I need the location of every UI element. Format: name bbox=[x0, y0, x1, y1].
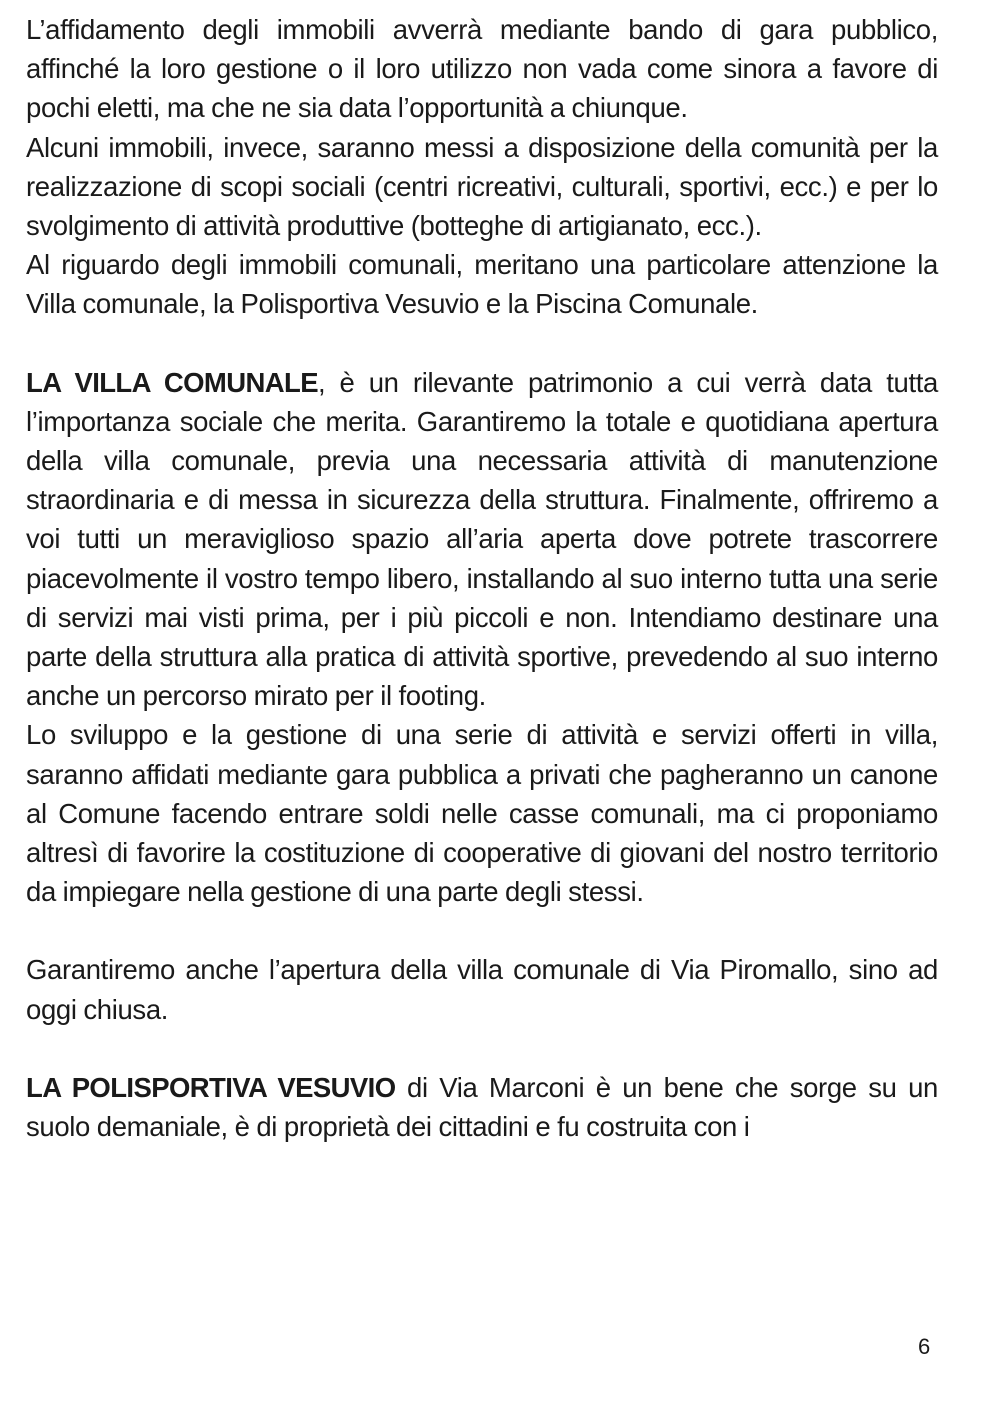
paragraph-polisportiva-vesuvio bbox=[26, 1068, 938, 1146]
document-page bbox=[26, 10, 938, 1146]
paragraph-sviluppo-gestione bbox=[26, 715, 938, 911]
paragraph-villa-comunale bbox=[26, 363, 938, 716]
paragraph-immobili-sociali bbox=[26, 128, 938, 246]
page-number: 6 bbox=[918, 1334, 931, 1359]
paragraph-text: L’affidamento degli immobili avverrà mediante bando di gara pubblico, affinché la loro gestione o il loro utilizzo non vada come sinora a favore di pochi eletti, ma che ne sia data l’opportunità a chiunque. bbox=[26, 14, 938, 124]
section-heading-villa-comunale: LA VILLA COMUNALE bbox=[26, 366, 318, 398]
paragraph-text: , è un rilevante patrimonio a cui verrà data tutta l’importanza sociale che merita. Garantiremo la totale e quotidiana apertura della villa comunale, previa una necessaria attività di manutenzione straordinaria e di messa in sicurezza della struttura. Finalmente, offriremo a voi tutti un meraviglioso spazio all’aria aperta dove potrete trascorrere piacevolmente il vostro tempo libero, installando al suo interno tutta una serie di servizi mai visti prima, per i più piccoli e non. Intendiamo destinare una parte della struttura alla pratica di attività sportive, prevedendo al suo interno anche un percorso mirato per il footing. bbox=[26, 366, 938, 712]
paragraph-via-piromallo bbox=[26, 950, 938, 1028]
section-heading-polisportiva-vesuvio: LA POLISPORTIVA VESUVIO bbox=[26, 1071, 396, 1103]
paragraph-text: di Via Marconi è un bene che sorge su un suolo demaniale, è di proprietà dei cittadini e fu costruita con i bbox=[26, 1071, 938, 1143]
paragraph-immobili-comunali bbox=[26, 245, 938, 323]
paragraph-text: Alcuni immobili, invece, saranno messi a disposizione della comunità per la realizzazione di scopi sociali (centri ricreativi, culturali, sportivi, ecc.) e per lo svolgimento di attività produttive (botteghe di artigianato, ecc.). bbox=[26, 131, 938, 242]
paragraph-text: Garantiremo anche l’apertura della villa comunale di Via Piromallo, sino ad oggi chiusa. bbox=[26, 954, 938, 1025]
paragraph-text: Al riguardo degli immobili comunali, meritano una particolare attenzione la Villa comunale, la Polisportiva Vesuvio e la Piscina Comunale. bbox=[26, 249, 938, 320]
paragraph-text: Lo sviluppo e la gestione di una serie di attività e servizi offerti in villa, saranno affidati mediante gara pubblica a privati che pagheranno un canone al Comune facendo entrare soldi nelle casse comunali, ma ci proponiamo altresì di favorire la costituzione di cooperative di giovani del nostro territorio da impiegare nella gestione di una parte degli stessi. bbox=[26, 719, 938, 908]
paragraph-affidamento bbox=[26, 10, 938, 128]
